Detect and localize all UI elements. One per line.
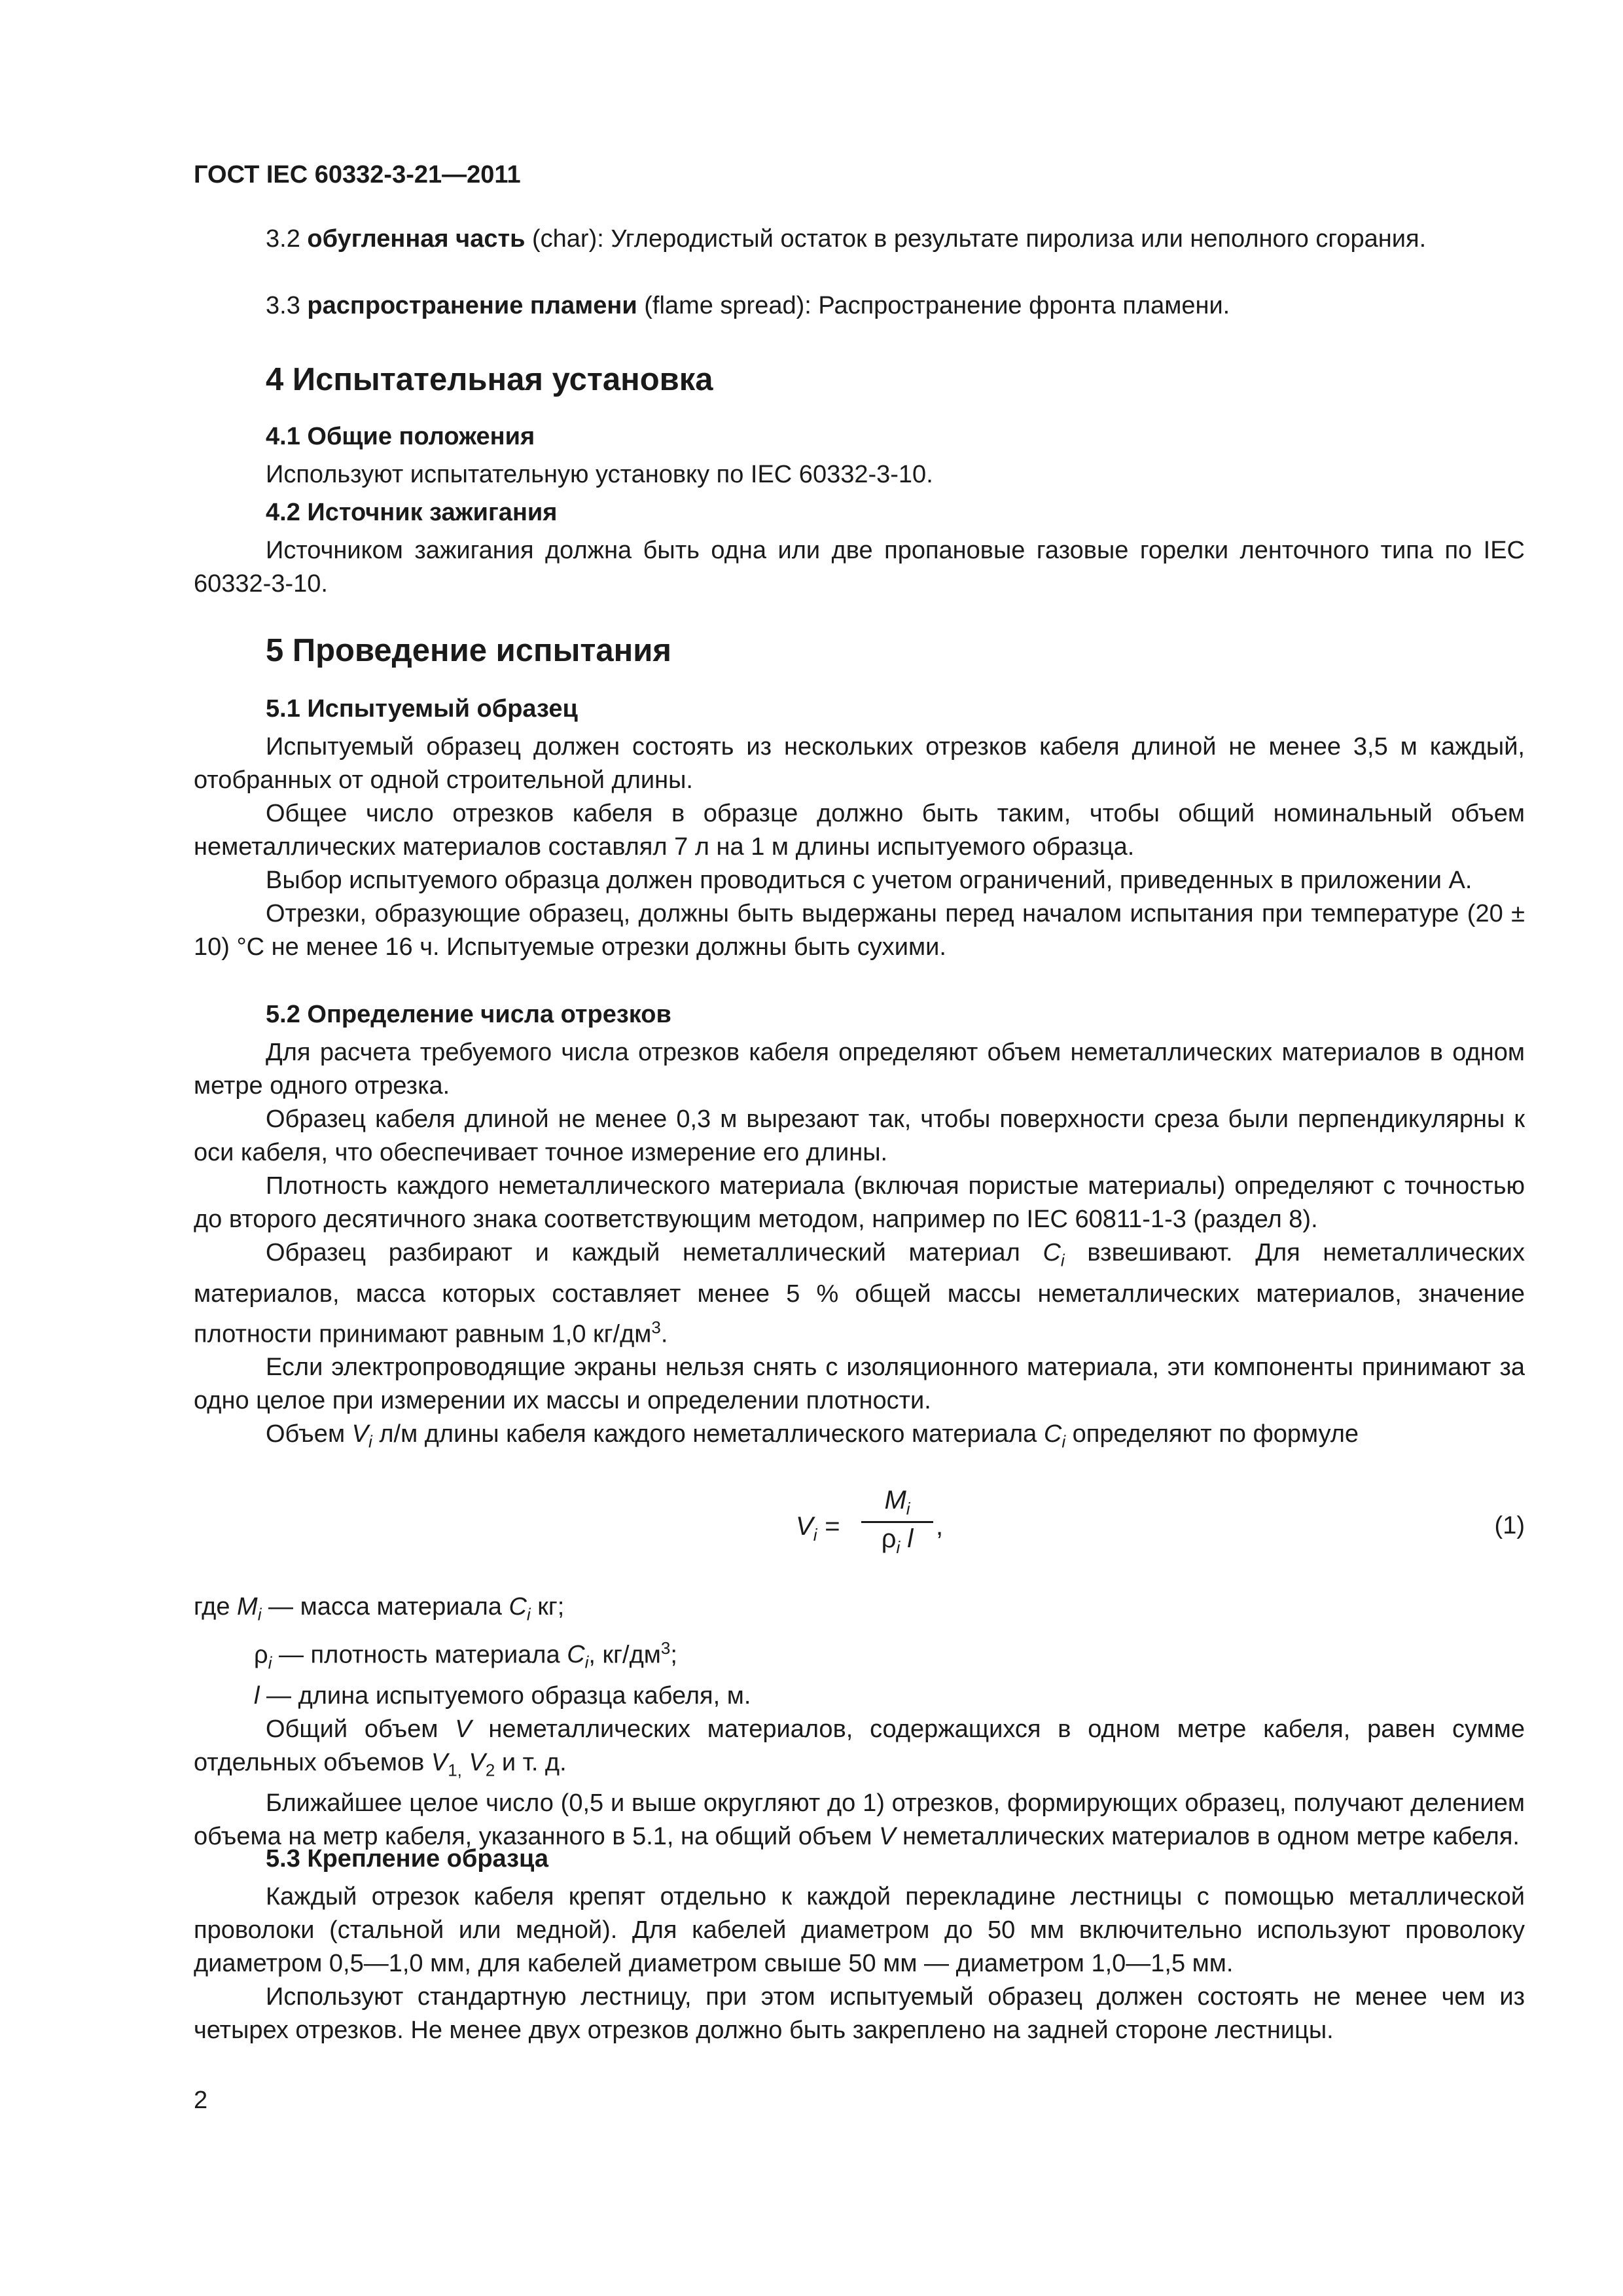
subsection-4-2-text: Источником зажигания должна быть одна или две пропановые газовые горелки ленточного типа по IEC 60332-3-10. <box>194 537 1525 598</box>
section-5-title: 5 Проведение испытания <box>266 633 671 668</box>
page-number: 2 <box>194 2087 208 2114</box>
subsection-5-3-title: 5.3 Крепление образца <box>266 1845 548 1873</box>
formula-legend: где $M_i$ — масса материала $C_i$ кг; $\rho_i$ — плотность материала $C_i$, $кг/дм^3$; l — длина испытуемого образца кабеля, м. Общий объем V неметаллических материалов, содержащихся в одном метре кабеля, равен сумме отдельных объемов $V_{1,}$ $V_2$ и т. д. Ближайшее целое число (0,5 и выше округляют до 1) отрезков, формирующих образец, получают делением объема на метр кабеля, указанного в 5.1, на общий объем V неметаллических материалов в одном метре кабеля. <box>194 1593 1525 1851</box>
subsection-4-2-title: 4.2 Источник зажигания <box>266 499 558 526</box>
subsection-5-3-body: Каждый отрезок кабеля крепят отдельно к каждой перекладине лестницы с помощью металлической проволоки (стальной или медной). Для кабелей диаметром до 50 мм включительно используют проволоку диаметром 0,5—1,0 мм, для кабелей диаметром свыше 50 мм — диаметром 1,0—1,5 мм. Используют стандартную лестницу, при этом испытуемый образец должен состоять не менее чем из четырех отрезков. Не менее двух отрезков должно быть закреплено на задней стороне лестницы. <box>194 1883 1525 2044</box>
formula-lhs: $V_i$ = <box>796 1512 840 1545</box>
formula-fraction: $M_i$ $\rho_i$ l <box>861 1486 933 1558</box>
definition-3-3: 3.3 распространение пламени (flame spread): Распространение фронта пламени. <box>266 292 1230 319</box>
subsection-5-1-title: 5.1 Испытуемый образец <box>266 695 578 723</box>
subsection-4-1-text: Используют испытательную установку по IEC 60332-3-10. <box>266 461 933 488</box>
definition-3-2: 3.2 обугленная часть (char): Углеродистый остаток в результате пиролиза или неполного сгорания. <box>266 225 1427 253</box>
document-header: ГОСТ IEC 60332-3-21—2011 <box>194 161 521 188</box>
section-4-title: 4 Испытательная установка <box>266 362 713 397</box>
formula-1: $V_i$ = $M_i$ $\rho_i$ l , (1) <box>796 1486 1525 1557</box>
subsection-5-2-body: Для расчета требуемого числа отрезков кабеля определяют объем неметаллических материалов в одном метре одного отрезка. Образец кабеля длиной не менее 0,3 м вырезают так, чтобы поверхности среза были перпендикулярны к оси кабеля, что обеспечивает точное измерение его длины. Плотность каждого неметаллического материала (включая пористые материалы) определяют с точностью до второго десятичного знака соответствующим методом, например по IEC 60811-1-3 (раздел 8). Образец разбирают и каждый неметаллический материал $C_i$ взвешивают. Для неметаллических материалов, масса которых составляет менее 5 % общей массы неметаллических материалов, значение плотности принимают равным 1,0 $кг/дм^3$. Если электропроводящие экраны нельзя снять с изоляционного материала, эти компоненты принимают за одно целое при измерении их массы и определении плотности. Объем $V_i$ л/м длины кабеля каждого неметаллического материала $C_i$ определяют по формуле <box>194 1039 1525 1452</box>
subsection-5-2-title: 5.2 Определение числа отрезков <box>266 1001 671 1028</box>
subsection-4-1-title: 4.1 Общие положения <box>266 423 535 450</box>
formula-number: (1) <box>1494 1512 1525 1539</box>
subsection-5-1-body: Испытуемый образец должен состоять из нескольких отрезков кабеля длиной не менее 3,5 м каждый, отобранных от одной строительной длины. Общее число отрезков кабеля в образце должно быть таким, чтобы общий номинальный объем неметаллических материалов составлял 7 л на 1 м длины испытуемого образца. Выбор испытуемого образца должен проводиться с учетом ограничений, приведенных в приложении А. Отрезки, образующие образец, должны быть выдержаны перед началом испытания при температуре (20 ± 10) °С не менее 16 ч. Испытуемые отрезки должны быть сухими. <box>194 733 1525 961</box>
